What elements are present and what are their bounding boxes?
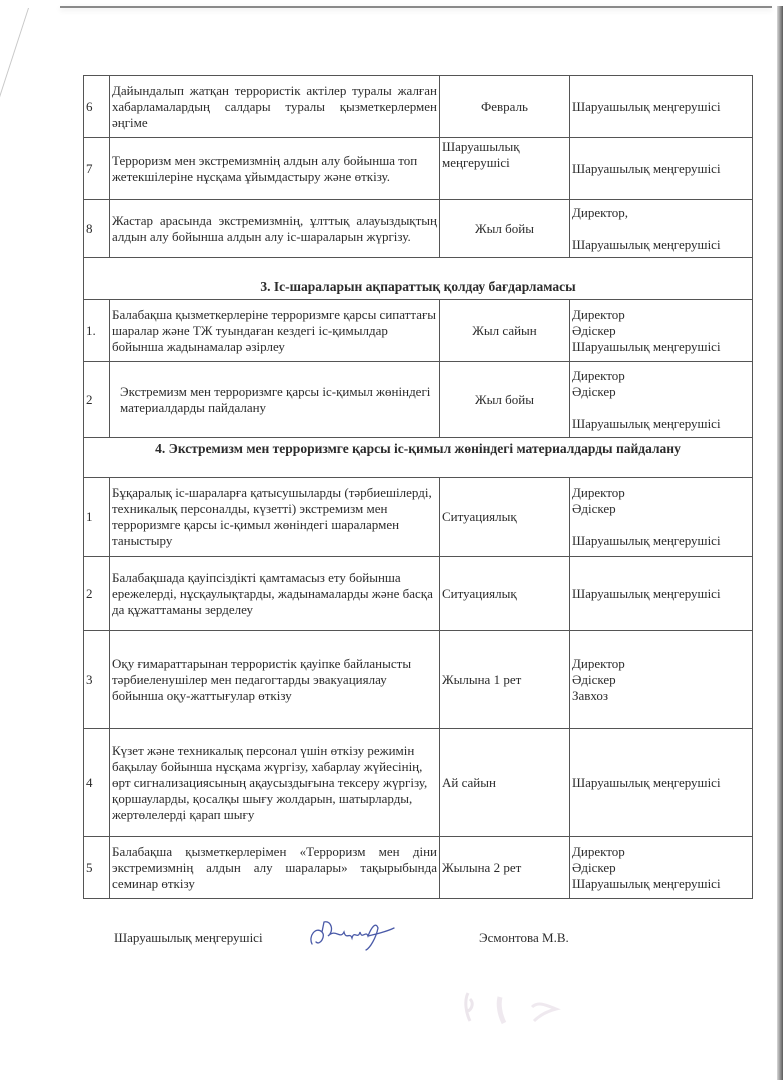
row-number: 2 bbox=[84, 557, 110, 631]
row-number: 1. bbox=[84, 300, 110, 362]
row-number: 3 bbox=[84, 631, 110, 729]
table-row bbox=[84, 362, 753, 438]
responsible-cell bbox=[570, 76, 753, 138]
row-number: 4 bbox=[84, 729, 110, 837]
responsible-line: Директор bbox=[572, 367, 625, 383]
activity-cell: Балабақша қызметкерлерімен «Терроризм мен діни экстремизмнің алдын алу шаралары» тақырыбында семинар өткізу bbox=[110, 837, 440, 899]
responsible-line: Әдіскер bbox=[572, 859, 616, 875]
date-cell: Жылына 2 рет bbox=[440, 837, 570, 899]
date-cell: Ай сайын bbox=[440, 729, 570, 837]
handwritten-signature-icon bbox=[306, 918, 396, 952]
responsible-line: Директор, bbox=[572, 204, 628, 220]
responsible-spacer bbox=[572, 400, 750, 416]
page-edge-left bbox=[0, 8, 29, 98]
activity-cell: Балабақша қызметкерлеріне терроризмге қарсы сипаттағы шаралар және ТЖ туындаған кездегі іс-қимылдар бойынша жадынамалар әзірлеу bbox=[110, 300, 440, 362]
activity-cell: Күзет және техникалық персонал үшін өткізу режимін бақылау бойынша нұсқама жүргізу, хабарлау жүйесінің, өрт сигнализациясының ақаусыздығына тексеру жүргізу, қоршауларды, қосалқы шығу жолдарын, шатырларды, жертөлелерді қарап шығу bbox=[110, 729, 440, 837]
activity-cell: Бұқаралық іс-шараларға қатысушыларды (тәрбиешілерді, техникалық персоналды, күзетті) экстремизм мен терроризмге қарсы іс-қимыл жөніндегі шаралармен таныстыру bbox=[110, 478, 440, 557]
responsible-line: Әдіскер bbox=[572, 383, 616, 399]
responsible-cell bbox=[570, 300, 753, 362]
responsible-line: Шаруашылық меңгерушісі bbox=[572, 585, 721, 601]
activity-cell: Жастар арасында экстремизмнің, ұлттық алауыздықтың алдын алу бойынша алдын алу іс-шараларын жүргізу. bbox=[110, 200, 440, 258]
section-header-row bbox=[84, 438, 753, 478]
activity-cell: Терроризм мен экстремизмнің алдын алу бойынша топ жетекшілеріне нұсқама ұйымдастыру және өткізу. bbox=[110, 138, 440, 200]
responsible-line: Әдіскер bbox=[572, 501, 616, 516]
section-title: 4. Экстремизм мен терроризмге қарсы іс-қимыл жөніндегі материалдарды пайдалану bbox=[84, 438, 753, 478]
table-row bbox=[84, 557, 753, 631]
table-row bbox=[84, 478, 753, 557]
plan-table bbox=[83, 75, 753, 899]
date-cell: Жылына 1 рет bbox=[440, 631, 570, 729]
table-row bbox=[84, 837, 753, 899]
responsible-line: Директор bbox=[572, 306, 625, 322]
table-row bbox=[84, 200, 753, 258]
responsible-cell bbox=[570, 138, 753, 200]
responsible-line: Шаруашылық меңгерушісі bbox=[572, 98, 721, 114]
page-edge-top bbox=[60, 6, 772, 8]
responsible-line: Шаруашылық меңгерушісі bbox=[572, 236, 721, 252]
row-number: 1 bbox=[84, 478, 110, 557]
responsible-line: Шаруашылық меңгерушісі bbox=[572, 533, 721, 548]
responsible-line: Шаруашылық меңгерушісі bbox=[572, 415, 721, 431]
responsible-line: Директор bbox=[572, 485, 625, 500]
responsible-line: Әдіскер bbox=[572, 322, 616, 338]
responsible-cell bbox=[570, 631, 753, 729]
date-cell: Жыл бойы bbox=[440, 362, 570, 438]
responsible-cell bbox=[570, 478, 753, 557]
row-number: 6 bbox=[84, 76, 110, 138]
responsible-cell bbox=[570, 362, 753, 438]
responsible-line: Директор bbox=[572, 655, 625, 671]
date-cell: Ситуациялық bbox=[440, 557, 570, 631]
row-number: 2 bbox=[84, 362, 110, 438]
responsible-spacer bbox=[572, 517, 750, 533]
table-row bbox=[84, 76, 753, 138]
responsible-line: Завхоз bbox=[572, 687, 609, 703]
row-number: 5 bbox=[84, 837, 110, 899]
responsible-spacer bbox=[572, 221, 750, 237]
responsible-line: Шаруашылық меңгерушісі bbox=[572, 338, 721, 354]
activity-cell: Балабақшада қауіпсіздікті қамтамасыз ету бойынша ережелерді, нұсқаулықтарды, жадынамаларды және басқа да құжаттаманы зерделеу bbox=[110, 557, 440, 631]
faded-stamp-mark-icon bbox=[460, 985, 570, 1025]
table-row bbox=[84, 729, 753, 837]
responsible-line: Әдіскер bbox=[572, 671, 616, 687]
row-number: 8 bbox=[84, 200, 110, 258]
table-row bbox=[84, 300, 753, 362]
responsible-line: Шаруашылық меңгерушісі bbox=[572, 875, 721, 891]
date-cell: Шаруашылық меңгерушісі bbox=[440, 138, 570, 200]
signature-role: Шаруашылық меңгерушісі bbox=[114, 930, 263, 945]
responsible-cell bbox=[570, 837, 753, 899]
responsible-cell bbox=[570, 200, 753, 258]
table-row bbox=[84, 138, 753, 200]
responsible-line: Директор bbox=[572, 843, 625, 859]
signature-name: Эсмонтова М.В. bbox=[479, 930, 569, 945]
table-row bbox=[84, 631, 753, 729]
page-edge-right bbox=[777, 6, 783, 1080]
activity-cell: Экстремизм мен терроризмге қарсы іс-қимыл жөніндегі материалдарды пайдалану bbox=[110, 362, 440, 438]
activity-cell: Дайындалып жатқан террористік актілер туралы жалған хабарламалардың салдары туралы қызметкерлермен әңгіме bbox=[110, 76, 440, 138]
date-cell: Жыл сайын bbox=[440, 300, 570, 362]
section-header-row bbox=[84, 258, 753, 300]
signature-block bbox=[114, 930, 614, 954]
responsible-cell bbox=[570, 557, 753, 631]
responsible-cell bbox=[570, 729, 753, 837]
row-number: 7 bbox=[84, 138, 110, 200]
responsible-line: Шаруашылық меңгерушісі bbox=[572, 160, 721, 176]
section-title: 3. Іс-шараларын ақпараттық қолдау бағдарламасы bbox=[84, 258, 753, 300]
date-cell: Жыл бойы bbox=[440, 200, 570, 258]
date-cell: Февраль bbox=[440, 76, 570, 138]
date-cell: Ситуациялық bbox=[440, 478, 570, 557]
responsible-line: Шаруашылық меңгерушісі bbox=[572, 774, 721, 790]
activity-cell: Оқу ғимараттарынан террористік қауіпке байланысты тәрбиеленушілер мен педагогтарды эвакуациялау бойынша оқу-жаттығулар өткізу bbox=[110, 631, 440, 729]
